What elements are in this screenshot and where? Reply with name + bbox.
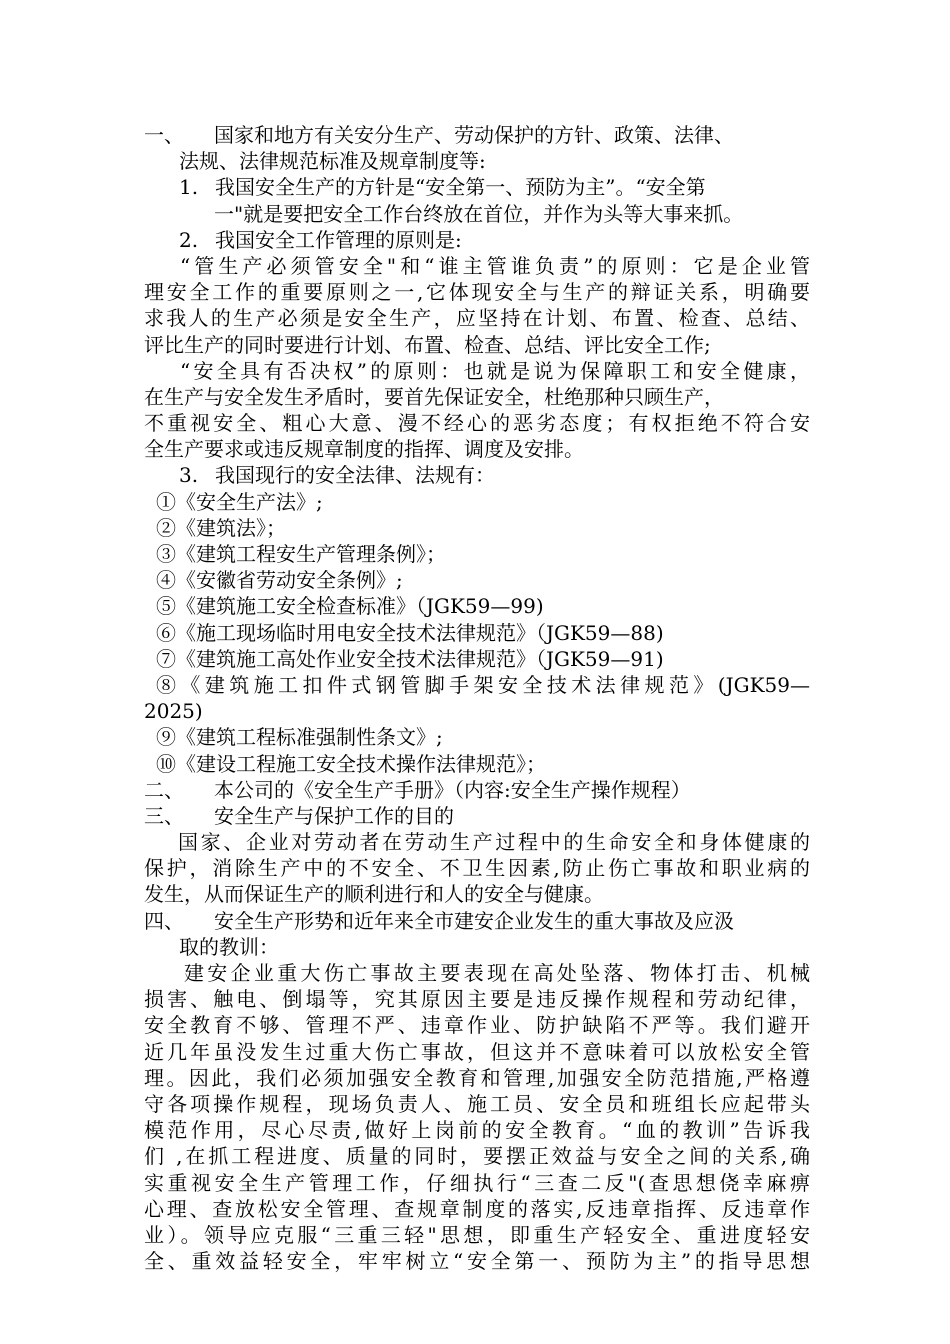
law-list-item: ③《建筑工程安生产管理条例》； [156,542,446,566]
paragraph-line: 求我人的生产必须是安全生产，应坚持在计划、布置、检查、总结、 [144,306,810,331]
item-1-line-2: 一"就是要把安全工作台终放在首位，并作为头等大事来抓。 [214,201,744,226]
document-page [144,122,810,1274]
item-2 [144,227,810,253]
law-list-item: ②《建筑法》； [156,515,286,540]
section-1-title-line-2: 法规、法律规范标准及规章制度等: [179,149,486,174]
paragraph-line: 安全教育不够、管理不严、违章作业、防护缺陷不严等。我们避开 [144,1013,810,1038]
paragraph-line: 国家、企业对劳动者在劳动生产过程中的生命安全和身体健康的 [178,830,810,855]
paragraph-line: 建安企业重大伤亡事故主要表现在高处坠落、物体打击、机械 [184,961,810,985]
item-1-continuation [144,201,810,227]
section-4-title-continuation [144,934,810,960]
section-1-heading [144,122,810,148]
section-4-title-line-1: 安全生产形势和近年来全市建安企业发生的重大事故及应汲 [214,908,734,933]
law-list-item: ①《安全生产法》; [156,489,323,514]
item-1 [144,174,810,200]
section-2-heading [144,777,810,803]
paragraph-line: 模范作用，尽心尽责,做好上岗前的安全教育。“血的教训”告诉我 [144,1118,810,1143]
paragraph-line: 们 ,在抓工程进度、质量的同时，要摆正效益与安全之间的关系,确 [144,1144,810,1169]
paragraph-line: 损害、触电、倒塌等，究其原因主要是违反操作规程和劳动纪律， [144,987,810,1012]
paragraph-line: 心理、查放松安全管理、查规章制度的落实,反违章指挥、反违章作 [144,1196,810,1221]
law-list-item-continuation: 2025) [144,699,203,724]
law-list-item: ⑨《建筑工程标准强制性条文》; [156,725,443,750]
section-2-number: 二、 [144,777,184,802]
law-list-item: ④《安徽省劳动安全条例》; [156,568,403,593]
law-list-item: ⑥《施工现场临时用电安全技术法律规范》（JGK59—88) [156,620,664,645]
paragraph-line: 在生产与安全发生矛盾时，要首先保证安全，杜绝那种只顾生产， [144,384,724,409]
section-4-number: 四、 [144,908,184,933]
item-3-number: 3. [179,463,199,488]
section-3-title: 安全生产与保护工作的目的 [214,803,454,828]
section-3-number: 三、 [144,803,184,828]
section-1-title-line-1: 国家和地方有关安分生产、劳动保护的方针、政策、法律、 [214,123,734,147]
paragraph-line: 评比生产的同时要进行计划、布置、检查、总结、评比安全工作; [144,332,711,357]
law-list [144,489,810,777]
law-list-item: ⑩《建设工程施工安全技术操作法律规范》； [156,751,546,776]
section-3-paragraph [144,829,810,908]
paragraph-line: 发生，从而保证生产的顺利进行和人的安全与健康。 [144,882,604,907]
item-1-number: 1. [179,175,199,200]
item-3-line-1: 我国现行的安全法律、法规有： [215,463,495,488]
paragraph-line: “管生产必须管安全"和“谁主管谁负责”的原则：它是企业管 [180,253,810,278]
section-1-title-continuation [144,148,810,174]
section-3-heading [144,803,810,829]
paragraph-line: 守各项操作规程，现场负责人、施工员、安全员和班组长应起带头 [144,1091,810,1116]
section-4-heading [144,908,810,934]
paragraph-line: 不重视安全、粗心大意、漫不经心的恶劣态度；有权拒绝不符合安 [144,411,810,436]
item-1-line-1: 我国安全生产的方针是“安全第一、预防为主”。“安全第 [215,175,706,200]
paragraph-veto-principle [144,358,810,463]
law-list-item: ⑧《建筑施工扣件式钢管脚手架安全技术法律规范》(JGK59— [156,672,810,697]
paragraph-line: “安全具有否决权”的原则：也就是说为保障职工和安全健康， [180,358,810,383]
item-2-line-1: 我国安全工作管理的原则是: [215,227,462,252]
paragraph-line: 理安全工作的重要原则之一,它体现安全与生产的辩证关系，明确要 [144,280,810,305]
item-3 [144,462,810,488]
paragraph-line: 近几年虽没发生过重大伤亡事故，但这并不意味着可以放松安全管 [144,1039,810,1064]
law-list-item: ⑦《建筑施工高处作业安全技术法律规范》（JGK59—91) [156,646,664,671]
paragraph-line: 保护，消除生产中的不安全、不卫生因素,防止伤亡事故和职业病的 [144,856,810,881]
paragraph-management-principle [144,253,810,358]
paragraph-line: 实重视安全生产管理工作，仔细执行“三查二反"(查思想侥幸麻痹 [144,1170,810,1195]
paragraph-line: 全生产要求或违反规章制度的指挥、调度及安排。 [144,437,584,462]
item-2-number: 2. [179,227,199,252]
section-1-number: 一、 [144,123,184,147]
paragraph-line: 理。因此，我们必须加强安全教育和管理,加强安全防范措施,严格遵 [144,1065,810,1090]
section-4-title-line-2: 取的教训： [179,934,279,959]
law-list-item: ⑤《建筑施工安全检查标准》（JGK59—99) [156,594,544,619]
section-2-title: 本公司的《安全生产手册》（内容:安全生产操作规程） [214,777,691,802]
section-4-paragraph [144,960,810,1274]
paragraph-line: 全、重效益轻安全，牢牢树立“安全第一、预防为主”的指导思想 [144,1249,810,1274]
paragraph-line: 业）。领导应克服“三重三轻"思想，即重生产轻安全、重进度轻安 [144,1222,810,1247]
